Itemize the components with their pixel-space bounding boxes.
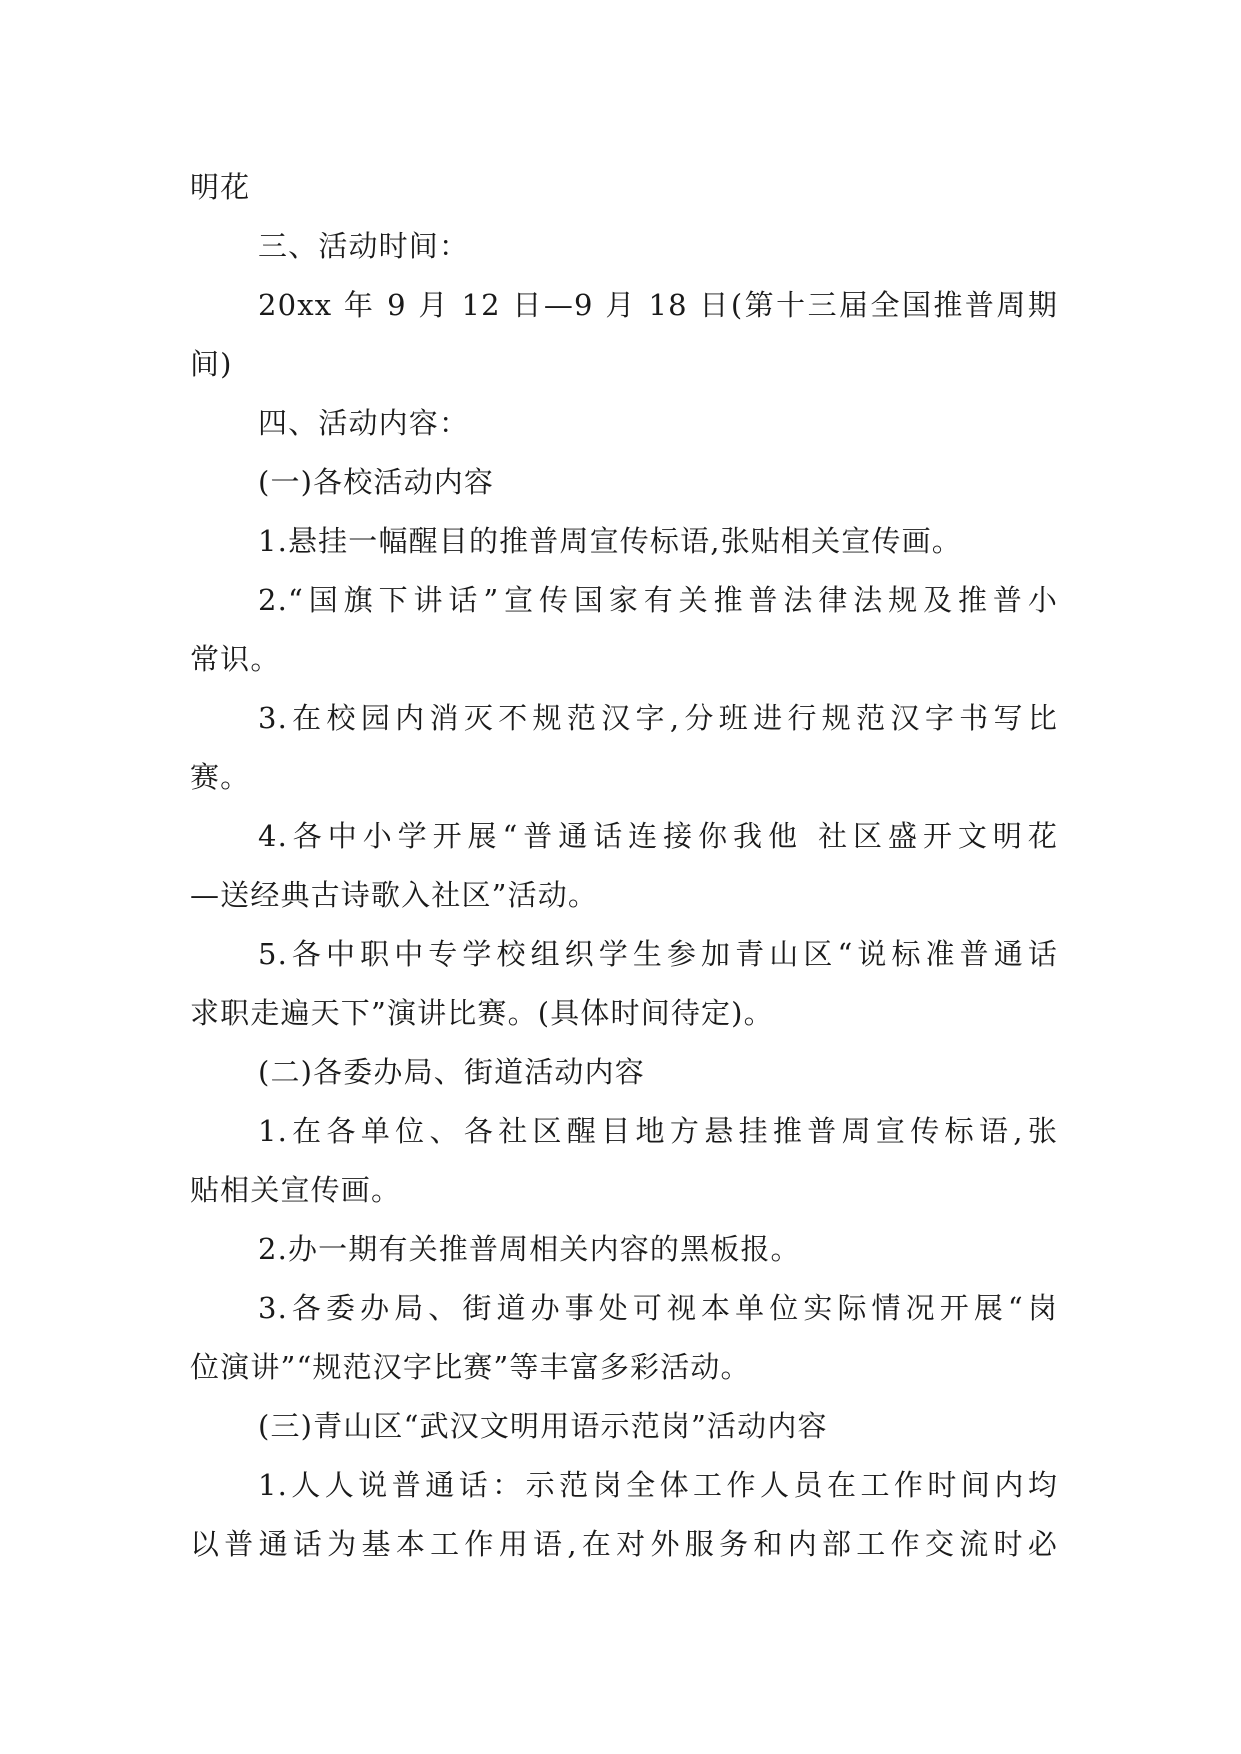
text-line: 明花 xyxy=(190,170,251,204)
text-line: 3.在校园内消灭不规范汉字,分班进行规范汉字书写比 xyxy=(258,701,1058,735)
body-text xyxy=(190,158,1058,1574)
text-line: 求职走遍天下”演讲比赛。(具体时间待定)。 xyxy=(190,996,774,1030)
text-line: (三)青山区“武汉文明用语示范岗”活动内容 xyxy=(258,1409,828,1443)
text-line: 三、活动时间： xyxy=(258,229,470,263)
text-line: 以普通话为基本工作用语,在对外服务和内部工作交流时必 xyxy=(190,1527,1058,1561)
text-line: 2.办一期有关推普周相关内容的黑板报。 xyxy=(258,1232,801,1266)
text-line: 2.“国旗下讲话”宣传国家有关推普法律法规及推普小 xyxy=(258,583,1058,617)
text-line: 4.各中小学开展“普通话连接你我他 社区盛开文明花 xyxy=(258,819,1058,853)
text-line: 1.悬挂一幅醒目的推普周宣传标语,张贴相关宣传画。 xyxy=(258,524,962,558)
text-line: 20xx 年 9 月 12 日—9 月 18 日(第十三届全国推普周期 xyxy=(258,288,1058,322)
text-line: 位演讲”“规范汉字比赛”等丰富多彩活动。 xyxy=(190,1350,751,1384)
text-line: (一)各校活动内容 xyxy=(258,465,495,499)
text-line: 贴相关宣传画。 xyxy=(190,1173,402,1207)
text-line: 5.各中职中专学校组织学生参加青山区“说标准普通话 xyxy=(258,937,1058,971)
text-line: 1.在各单位、各社区醒目地方悬挂推普周宣传标语,张 xyxy=(258,1114,1058,1148)
text-line: —送经典古诗歌入社区”活动。 xyxy=(190,878,599,912)
text-line: (二)各委办局、街道活动内容 xyxy=(258,1055,645,1089)
text-line: 3.各委办局、街道办事处可视本单位实际情况开展“岗 xyxy=(258,1291,1058,1325)
text-line: 1.人人说普通话：示范岗全体工作人员在工作时间内均 xyxy=(258,1468,1058,1502)
text-line: 四、活动内容： xyxy=(258,406,470,440)
text-line: 赛。 xyxy=(190,760,251,794)
text-line: 常识。 xyxy=(190,642,281,676)
text-line: 间) xyxy=(190,347,233,381)
